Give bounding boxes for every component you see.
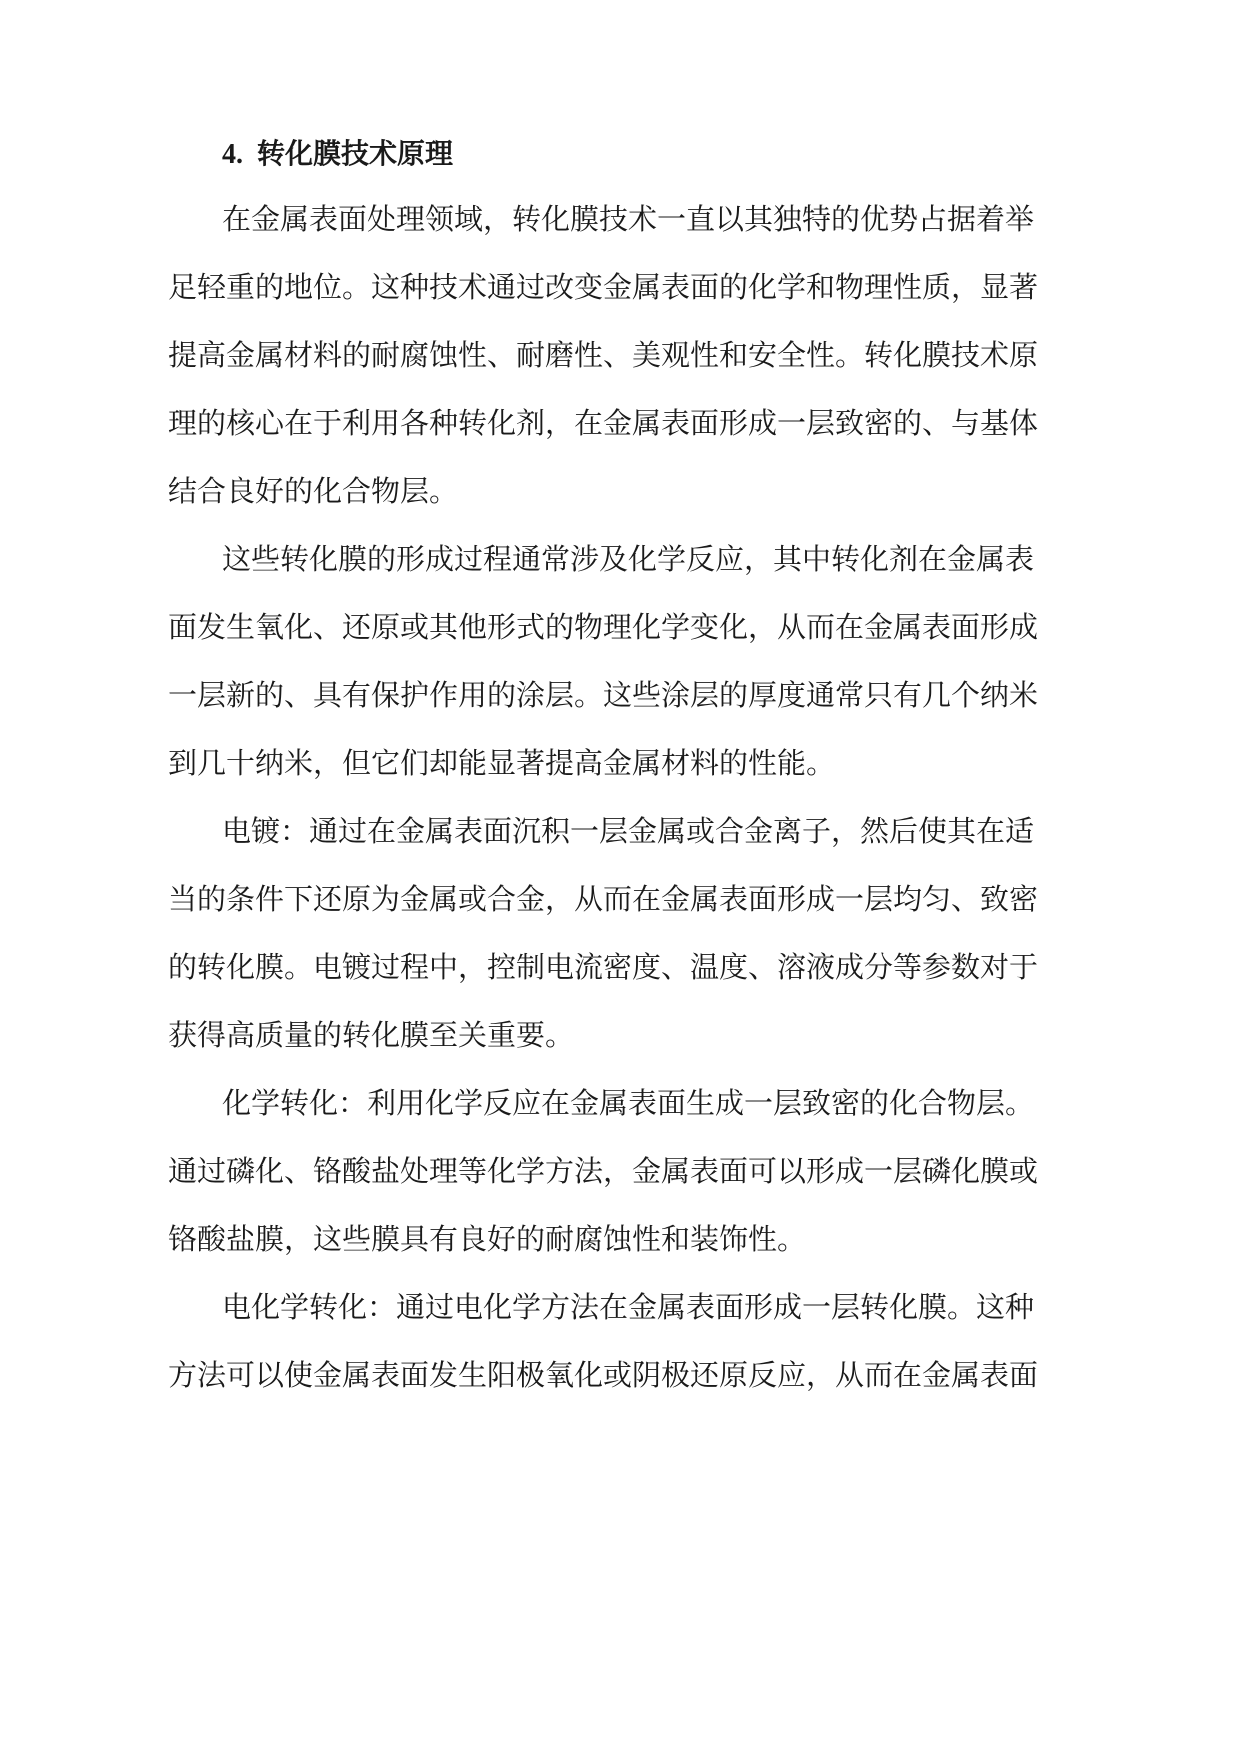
paragraph-3-line-2: 当的条件下还原为金属或合金，从而在金属表面形成一层均匀、致密	[168, 882, 1039, 916]
paragraph-5-line-1: 电化学转化：通过电化学方法在金属表面形成一层转化膜。这种	[222, 1290, 1035, 1324]
section-heading	[222, 134, 453, 174]
paragraph-3-line-4: 获得高质量的转化膜至关重要。	[168, 1018, 575, 1052]
paragraph-1-line-2: 足轻重的地位。这种技术通过改变金属表面的化学和物理性质，显著	[168, 270, 1039, 304]
paragraph-3-line-1: 电镀：通过在金属表面沉积一层金属或合金离子，然后使其在适	[222, 814, 1035, 848]
paragraph-1-line-3: 提高金属材料的耐腐蚀性、耐磨性、美观性和安全性。转化膜技术原	[168, 338, 1039, 372]
paragraph-4-line-3: 铬酸盐膜，这些膜具有良好的耐腐蚀性和装饰性。	[168, 1222, 807, 1256]
paragraph-1-line-5: 结合良好的化合物层。	[168, 474, 459, 508]
paragraph-2-line-1: 这些转化膜的形成过程通常涉及化学反应，其中转化剂在金属表	[222, 542, 1035, 576]
paragraph-2-line-4: 到几十纳米，但它们却能显著提高金属材料的性能。	[168, 746, 836, 780]
paragraph-5-line-2: 方法可以使金属表面发生阳极氧化或阴极还原反应，从而在金属表面	[168, 1358, 1039, 1392]
paragraph-1-line-1: 在金属表面处理领域，转化膜技术一直以其独特的优势占据着举	[222, 202, 1035, 236]
section-number: 4.	[222, 139, 243, 170]
paragraph-4-line-2: 通过磷化、铬酸盐处理等化学方法，金属表面可以形成一层磷化膜或	[168, 1154, 1039, 1188]
paragraph-4-line-1: 化学转化：利用化学反应在金属表面生成一层致密的化合物层。	[222, 1086, 1035, 1120]
paragraph-1-line-4: 理的核心在于利用各种转化剂，在金属表面形成一层致密的、与基体	[168, 406, 1039, 440]
paragraph-2-line-3: 一层新的、具有保护作用的涂层。这些涂层的厚度通常只有几个纳米	[168, 678, 1039, 712]
paragraph-3-line-3: 的转化膜。电镀过程中，控制电流密度、温度、溶液成分等参数对于	[168, 950, 1039, 984]
paragraph-2-line-2: 面发生氧化、还原或其他形式的物理化学变化，从而在金属表面形成	[168, 610, 1039, 644]
section-title: 转化膜技术原理	[257, 137, 454, 170]
